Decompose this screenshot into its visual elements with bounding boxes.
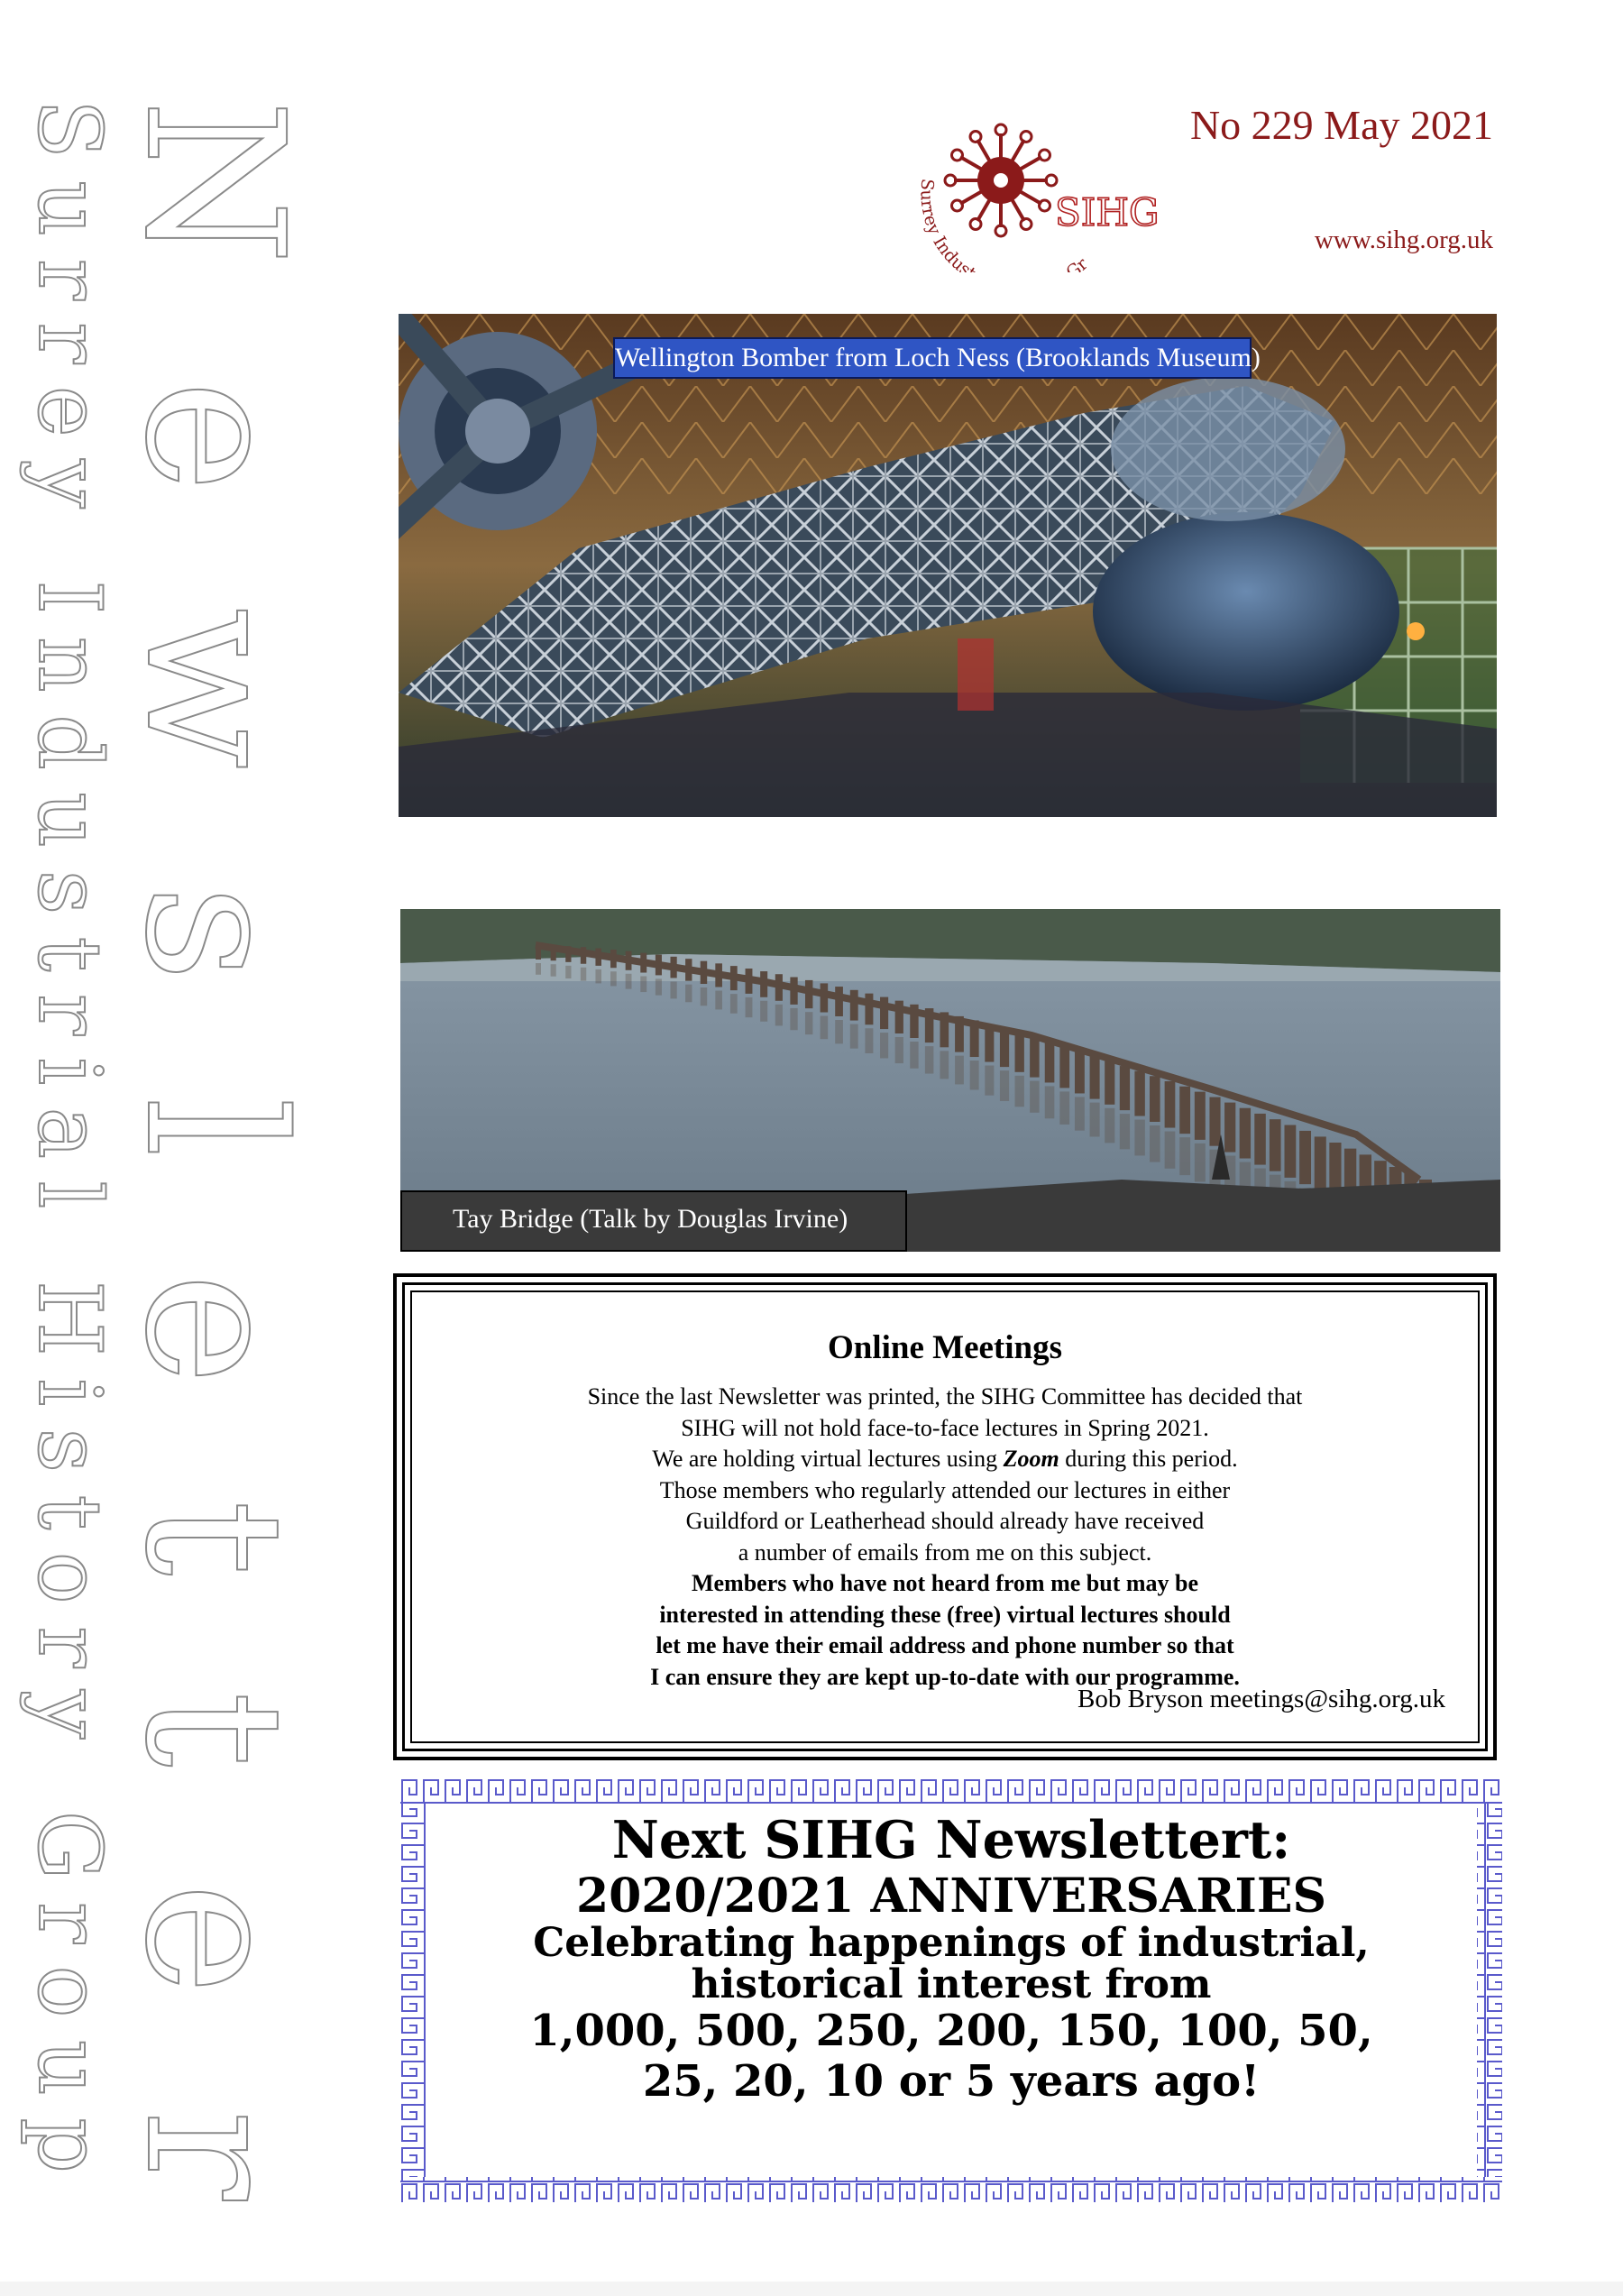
cogwheel-icon xyxy=(945,124,1057,236)
next-subheading: 2020/2021 ANNIVERSARIES xyxy=(575,1869,1327,1924)
meetings-signature: Bob Bryson meetings@sihg.org.uk xyxy=(1077,1685,1445,1713)
next-line: Celebrating happenings of industrial, xyxy=(533,1920,1370,1966)
meetings-line: SIHG will not hold face-to-face lectures in Spring 2021. xyxy=(681,1414,1209,1441)
next-line: 1,000, 500, 250, 200, 150, 100, 50, xyxy=(529,2006,1373,2056)
meetings-line: Members who have not heard from me but may be xyxy=(691,1570,1199,1596)
vertical-masthead xyxy=(0,99,361,2218)
meetings-text: We are holding virtual lectures using xyxy=(652,1446,1004,1472)
photo-caption-bridge: Tay Bridge (Talk by Douglas Irvine) xyxy=(400,1190,907,1252)
meetings-line xyxy=(412,1444,1478,1475)
meetings-text: during this period. xyxy=(1059,1446,1238,1472)
meetings-line: Guildford or Leatherhead should already have received xyxy=(685,1508,1205,1534)
meetings-line: Those members who regularly attended our lectures in either xyxy=(659,1476,1231,1503)
meetings-title: Online Meetings xyxy=(827,1329,1062,1366)
zoom-emphasis: Zoom xyxy=(1003,1446,1059,1472)
wellington-bomber-photo xyxy=(399,314,1497,817)
online-meetings-box xyxy=(393,1273,1497,1760)
meetings-line: interested in attending these (free) virtual lectures should xyxy=(659,1601,1231,1628)
meetings-line: a number of emails from me on this subject. xyxy=(738,1538,1152,1566)
next-newsletter-box xyxy=(400,1778,1502,2202)
next-line: 25, 20, 10 or 5 years ago! xyxy=(642,2056,1261,2107)
masthead-title: Newsletter xyxy=(104,99,325,2200)
sihg-logo xyxy=(911,110,1172,272)
next-newsletter-text xyxy=(400,1811,1502,2107)
next-line: historical interest from xyxy=(691,1961,1212,2007)
next-heading: Next SIHG Newslettert: xyxy=(611,1810,1291,1870)
meetings-line: Since the last Newsletter was printed, the SIHG Committee has decided that xyxy=(587,1383,1303,1410)
logo-arc-text: Surrey Indus Gr xyxy=(916,177,1092,272)
meetings-line: let me have their email address and phone number so that xyxy=(656,1632,1234,1658)
logo-abbrev: SIHG xyxy=(1055,190,1160,234)
masthead-subtitle: Surrey Industrial History Group xyxy=(19,99,120,2173)
photo-caption-bomber: Wellington Bomber from Loch Ness (Brooklands Museum) xyxy=(613,337,1252,379)
tay-bridge-photo xyxy=(400,909,1500,1252)
meetings-line: I can ensure they are kept up-to-date with our programme. xyxy=(650,1663,1240,1690)
website-link[interactable]: www.sihg.org.uk xyxy=(1314,225,1493,254)
issue-number: No 229 May 2021 xyxy=(1189,102,1493,148)
